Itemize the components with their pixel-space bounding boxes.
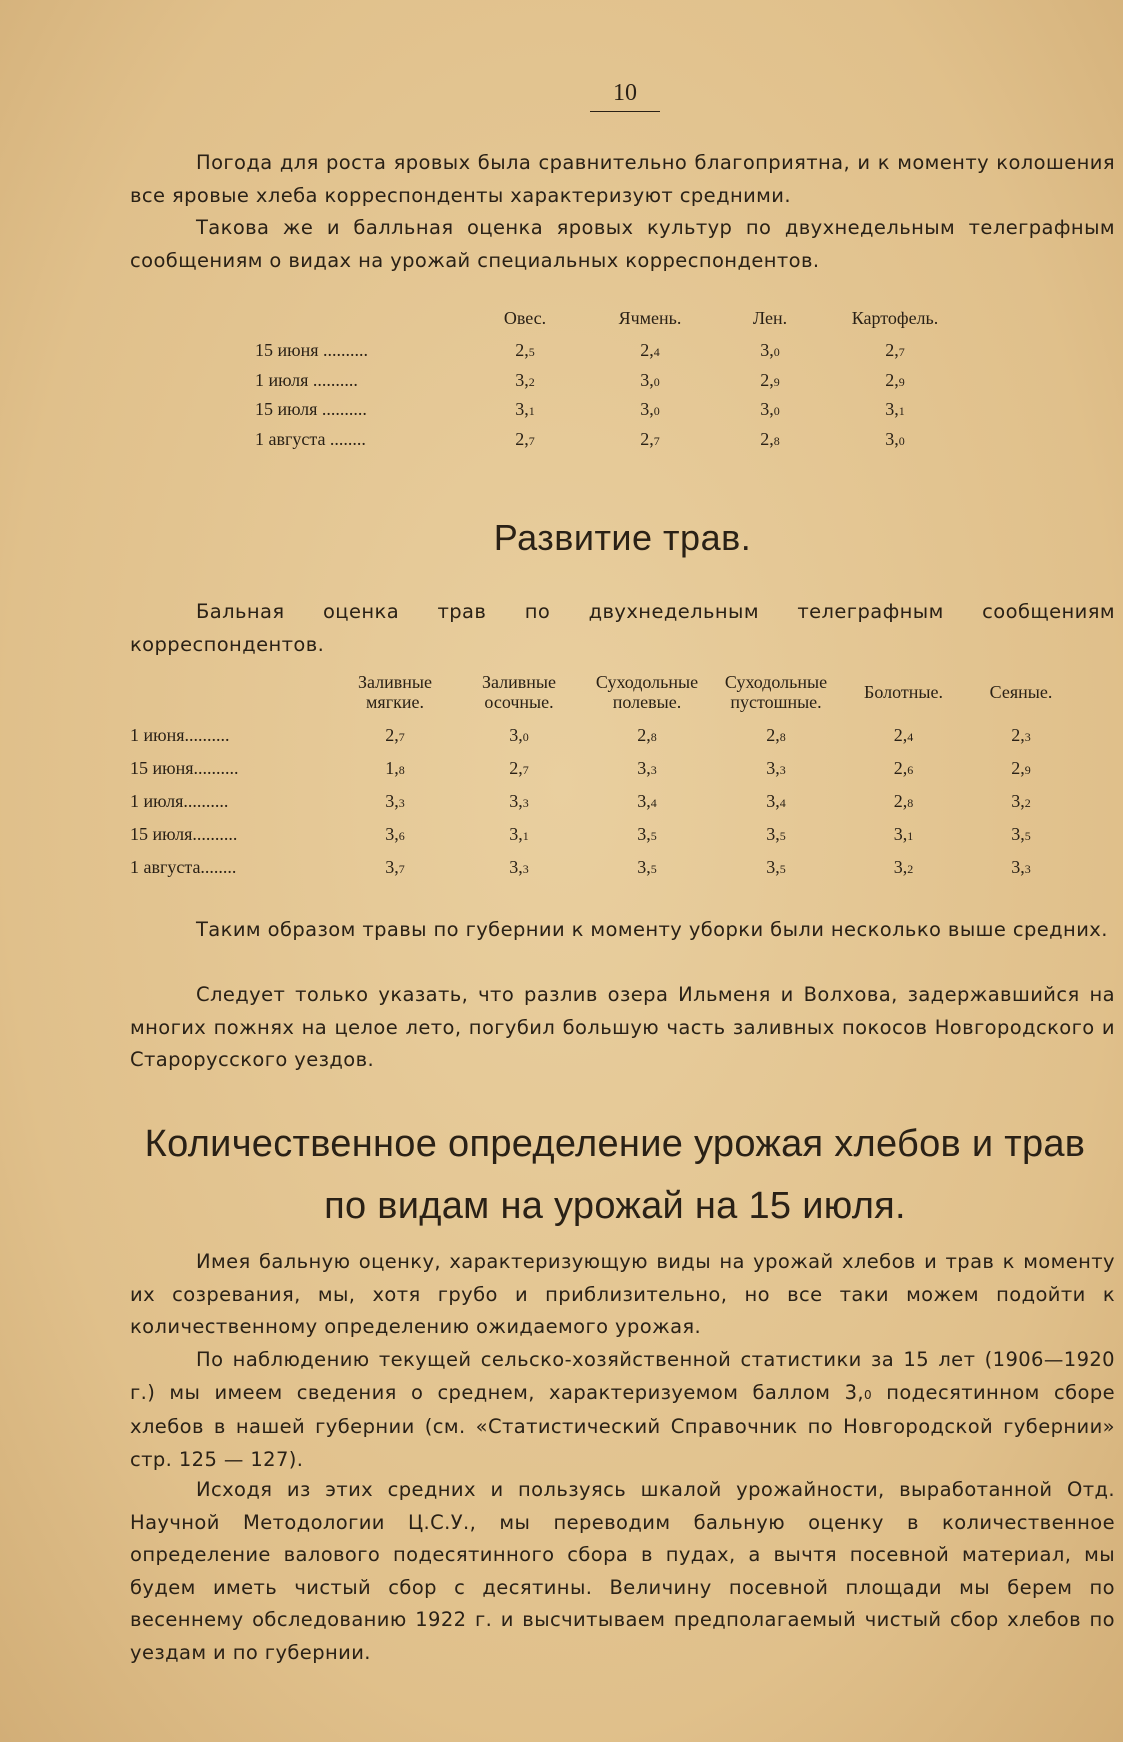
score-cell: 3,5 — [637, 857, 657, 877]
score-cell: 3,2 — [893, 857, 914, 877]
paragraph-statistics-text-a: По наблюдению текущей сельско-хозяйственной статистики за 15 лет (1906—1920 г.) мы имеем сведения о среднем, характеризуемом баллом 3, — [130, 1348, 1115, 1404]
paragraph-statistics-text-b: подесятинном сборе хлебов в нашей губернии (см. «Статистический Справочник по Новгородской губернии» стр. 125 — 127). — [130, 1380, 1115, 1471]
paragraph-statistics-subscript: 0 — [863, 1387, 873, 1402]
grass-col-header: Заливные осочные. — [482, 672, 556, 712]
score-cell: 2,8 — [637, 725, 657, 745]
row-label: 15 июля.......... — [130, 824, 238, 844]
score-cell: 3,5 — [766, 824, 786, 844]
paragraph-yield-method — [130, 1246, 1115, 1344]
score-cell: 3,5 — [766, 857, 786, 877]
section-heading-grasses: Развитие трав. — [493, 517, 752, 558]
corner-cell — [130, 665, 335, 719]
section-heading-yield-line1: Количественное определение урожая хлебов и трав — [144, 1123, 1086, 1165]
score-cell: 3,1 — [885, 399, 905, 420]
row-label: 15 июля .......... — [255, 399, 367, 420]
score-cell: 2,8 — [760, 428, 780, 449]
score-cell: 3,4 — [766, 791, 786, 811]
grass-col-header: Суходольные полевые. — [595, 672, 699, 712]
paragraph-grass-score-text: Бальная оценка трав по двухнедельным телеграфным сообщениям корреспондентов. — [130, 600, 1115, 656]
paragraph-spring-weather — [130, 147, 1115, 212]
score-cell: 2,8 — [893, 791, 914, 811]
score-cell: 3,3 — [509, 857, 529, 877]
col-header-barley: Ячмень. — [618, 307, 682, 328]
score-cell: 3,0 — [640, 369, 660, 390]
score-cell: 3,0 — [760, 399, 780, 420]
paragraph-spring-score — [130, 212, 1115, 277]
score-cell: 3,3 — [1011, 857, 1031, 877]
spring-crops-row — [255, 366, 965, 396]
row-label: 1 июля .......... — [255, 369, 358, 390]
score-cell: 3,3 — [509, 791, 529, 811]
paragraph-flood-note — [130, 979, 1115, 1077]
grasses-table — [130, 665, 1076, 884]
score-cell: 3,1 — [509, 824, 529, 844]
paragraph-grass-conclusion — [130, 914, 1115, 947]
paragraph-scale — [130, 1474, 1115, 1669]
row-label: 1 июля.......... — [130, 791, 229, 811]
row-label: 15 июня .......... — [255, 340, 368, 361]
score-cell: 2,7 — [385, 725, 405, 745]
score-cell: 3,4 — [637, 791, 657, 811]
score-cell: 3,3 — [385, 791, 405, 811]
paragraph-flood-note-text: Следует только указать, что разлив озера Ильменя и Волхова, задержавшийся на многих пожнях на целое лето, погубил большую часть заливных покосов Новгородского и Старорусского уездов. — [130, 983, 1115, 1071]
score-cell: 2,9 — [760, 369, 780, 390]
grasses-row — [130, 851, 1076, 884]
score-cell: 2,6 — [893, 758, 914, 778]
score-cell: 3,2 — [1011, 791, 1031, 811]
score-cell: 3,0 — [885, 428, 905, 449]
paragraph-grass-score — [130, 596, 1115, 661]
paragraph-statistics — [130, 1344, 1115, 1476]
score-cell: 2,7 — [885, 340, 905, 361]
grasses-row — [130, 719, 1076, 752]
page-number: 10 — [590, 80, 660, 112]
paragraph-spring-score-text: Такова же и балльная оценка яровых культур по двухнедельным телеграфным сообщениям о видах на урожай специальных корреспондентов. — [130, 216, 1115, 272]
spring-crops-header-row — [255, 300, 965, 336]
spring-crops-row — [255, 425, 965, 455]
score-cell: 2,9 — [1011, 758, 1031, 778]
grass-col-header: Суходольные пустошные. — [724, 672, 828, 712]
spring-crops-row — [255, 395, 965, 425]
score-cell: 2,3 — [1011, 725, 1031, 745]
score-cell: 3,1 — [893, 824, 914, 844]
score-cell: 3,0 — [640, 399, 660, 420]
grass-col-header: Сеяные. — [989, 682, 1053, 702]
section-heading-yield-line2: по видам на урожай на 15 июля. — [324, 1185, 906, 1227]
score-cell: 2,7 — [515, 428, 535, 449]
col-header-flax: Лен. — [752, 307, 788, 328]
score-cell: 2,9 — [885, 369, 905, 390]
score-cell: 3,0 — [509, 725, 529, 745]
grasses-row — [130, 818, 1076, 851]
score-cell: 3,0 — [760, 340, 780, 361]
score-cell: 3,7 — [385, 857, 405, 877]
col-header-potato: Картофель. — [851, 307, 939, 328]
score-cell: 3,3 — [637, 758, 657, 778]
paragraph-spring-weather-text: Погода для роста яровых была сравнительно благоприятна, и к моменту колошения все яровые хлеба корреспонденты характеризуют средними. — [130, 151, 1115, 207]
score-cell: 3,3 — [766, 758, 786, 778]
row-label: 1 августа........ — [130, 857, 237, 877]
spring-crops-table — [255, 300, 965, 454]
score-cell: 1,8 — [385, 758, 405, 778]
col-header-oats: Овес. — [503, 307, 547, 328]
row-label: 1 августа ........ — [255, 428, 366, 449]
corner-cell — [255, 300, 465, 336]
score-cell: 2,8 — [766, 725, 786, 745]
section-heading-yield — [110, 1113, 1120, 1237]
score-cell: 2,5 — [515, 340, 535, 361]
score-cell: 3,2 — [515, 369, 535, 390]
grasses-row — [130, 752, 1076, 785]
paragraph-yield-method-text: Имея бальную оценку, характеризующую виды на урожай хлебов и трав к моменту их созревания, мы, хотя грубо и приблизительно, но все таки можем подойти к количественному определению ожидаемого урожая. — [130, 1250, 1115, 1338]
score-cell: 3,6 — [385, 824, 405, 844]
score-cell: 2,4 — [893, 725, 914, 745]
paragraph-grass-conclusion-text: Таким образом травы по губернии к моменту уборки были несколько выше средних. — [196, 918, 1108, 941]
score-cell: 2,4 — [640, 340, 660, 361]
score-cell: 2,7 — [509, 758, 529, 778]
score-cell: 3,5 — [637, 824, 657, 844]
grasses-header-row — [130, 665, 1076, 719]
paragraph-scale-text: Исходя из этих средних и пользуясь шкалой урожайности, выработанной Отд. Научной Методологии Ц.С.У., мы переводим бальную оценку в количественное определение валового подесятинного сбора в пудах, а вычтя посевной материал, мы будем иметь чистый сбор с десятины. Величину посевной площади мы берем по весеннему обследованию 1922 г. и высчитываем предполагаемый чистый сбор хлебов по уездам и по губернии. — [130, 1478, 1115, 1664]
grasses-row — [130, 785, 1076, 818]
score-cell: 3,1 — [515, 399, 535, 420]
spring-crops-row — [255, 336, 965, 366]
score-cell: 3,5 — [1011, 824, 1031, 844]
grass-col-header: Заливные мягкие. — [358, 672, 432, 712]
row-label: 1 июня.......... — [130, 725, 230, 745]
row-label: 15 июня.......... — [130, 758, 239, 778]
score-cell: 2,7 — [640, 428, 660, 449]
grass-col-header: Болотные. — [864, 682, 943, 702]
